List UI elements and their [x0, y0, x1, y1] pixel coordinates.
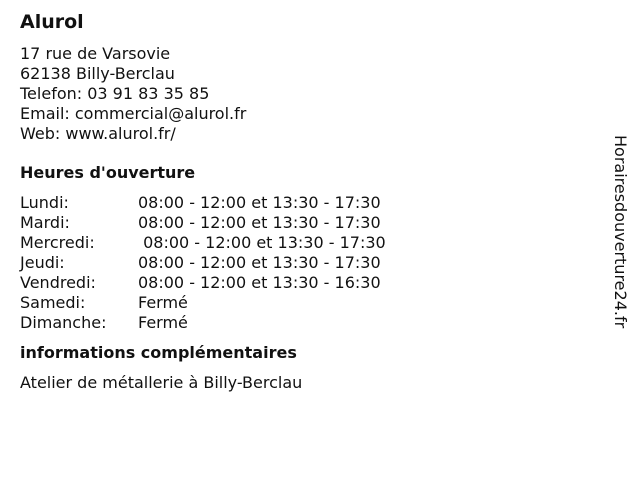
time-range: 08:00 - 12:00 et 13:30 - 17:30 [138, 253, 381, 272]
hours-row-jeudi [20, 253, 580, 273]
day-label: Samedi: [20, 293, 86, 312]
additional-info-text: Atelier de métallerie à Billy-Berclau [20, 373, 303, 392]
time-range: 08:00 - 12:00 et 13:30 - 17:30 [138, 213, 381, 232]
hours-row-mercredi [20, 233, 580, 253]
day-label: Mardi: [20, 213, 70, 232]
hours-row-dimanche [20, 313, 580, 333]
business-name: Alurol [20, 11, 84, 33]
hours-row-lundi [20, 193, 580, 213]
closed-status: Fermé [138, 313, 188, 332]
day-label: Dimanche: [20, 313, 107, 332]
day-label: Vendredi: [20, 273, 96, 292]
hours-row-mardi [20, 213, 580, 233]
business-card [20, 10, 580, 393]
opening-hours-heading: Heures d'ouverture [20, 163, 196, 182]
hours-row-samedi [20, 293, 580, 313]
time-range: 08:00 - 12:00 et 13:30 - 17:30 [138, 193, 381, 212]
watermark-text: Horairesdouverture24.fr [611, 135, 630, 329]
hours-row-vendredi [20, 273, 580, 293]
time-range: 08:00 - 12:00 et 13:30 - 16:30 [138, 273, 381, 292]
contact-block [20, 44, 580, 144]
day-label: Jeudi: [20, 253, 65, 272]
postal-city: 62138 Billy-Berclau [20, 64, 175, 83]
day-label: Lundi: [20, 193, 69, 212]
phone-line: Telefon: 03 91 83 35 85 [20, 84, 210, 103]
website-line: Web: www.alurol.fr/ [20, 124, 176, 143]
closed-status: Fermé [138, 293, 188, 312]
additional-info-heading: informations complémentaires [20, 343, 297, 362]
time-range: 08:00 - 12:00 et 13:30 - 17:30 [138, 233, 386, 252]
email-line: Email: commercial@alurol.fr [20, 104, 247, 123]
street-address: 17 rue de Varsovie [20, 44, 171, 63]
side-watermark [600, 0, 640, 480]
day-label: Mercredi: [20, 233, 95, 252]
opening-hours-table [20, 193, 580, 333]
